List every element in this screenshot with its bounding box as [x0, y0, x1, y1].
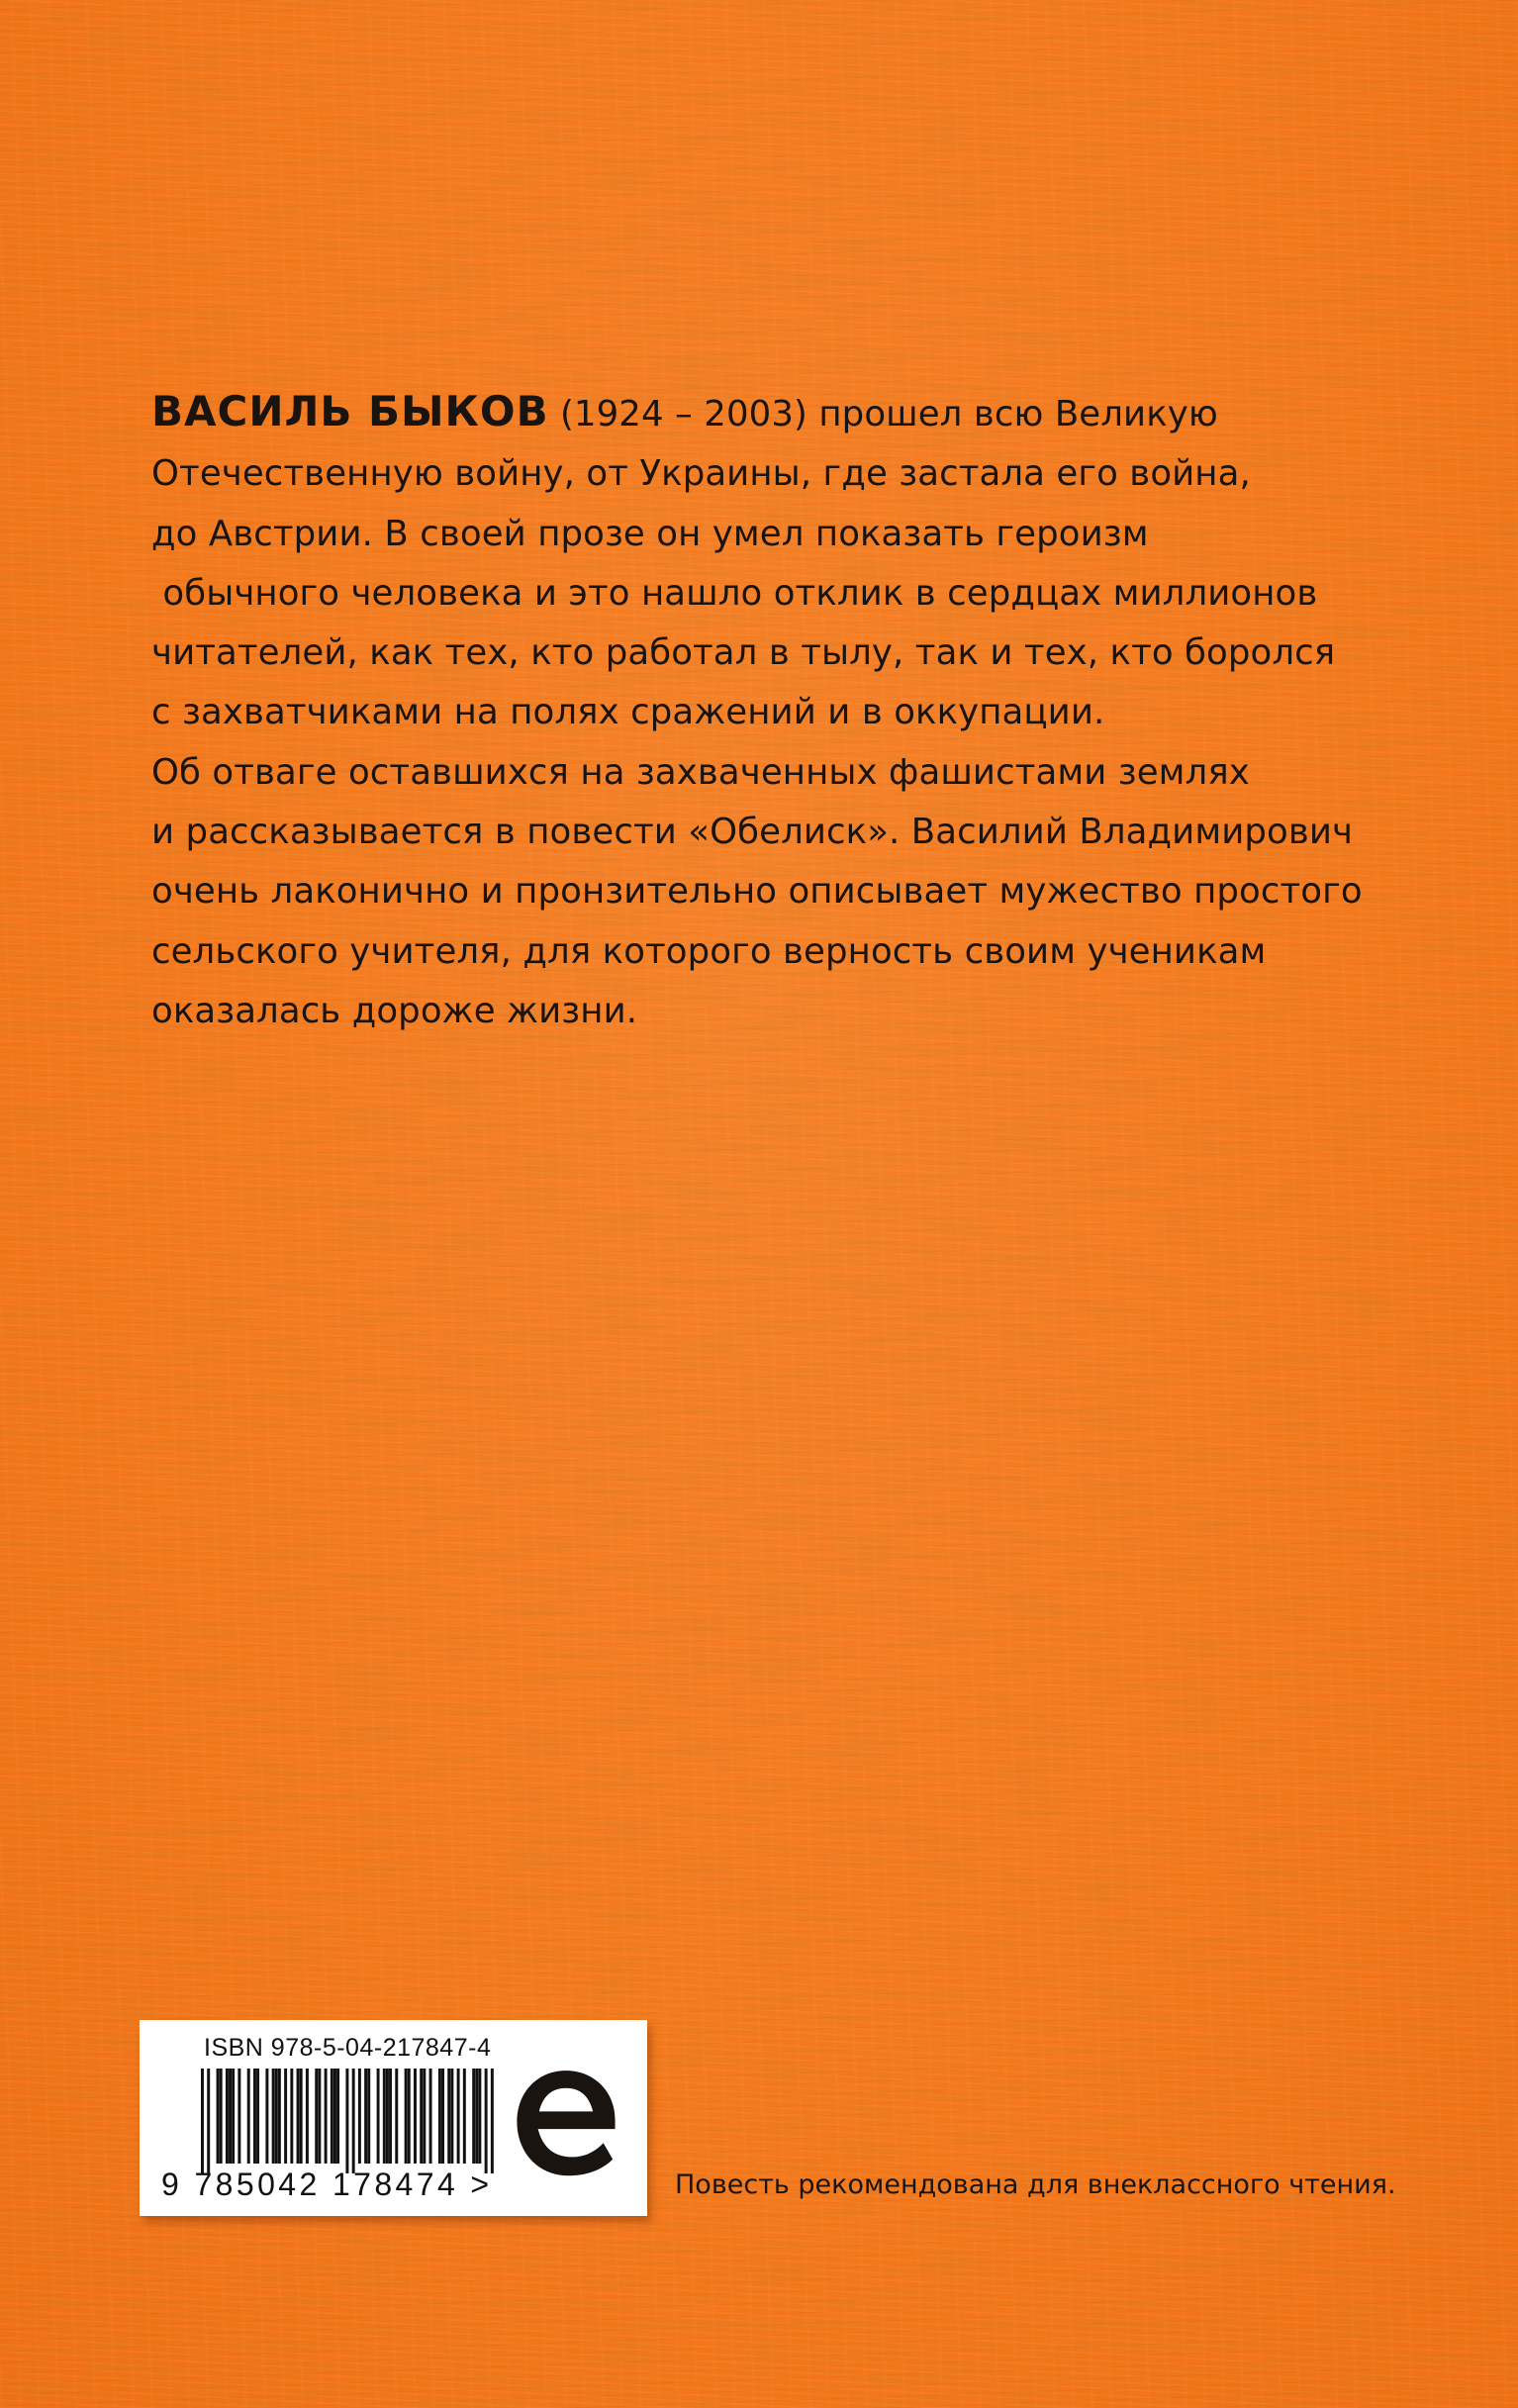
- barcode-bar: [472, 2069, 475, 2164]
- isbn-number: ISBN 978-5-04-217847-4: [204, 2034, 492, 2062]
- isbn-label: [140, 2020, 647, 2216]
- barcode-bar: [275, 2069, 278, 2164]
- barcode-bar: [318, 2069, 321, 2164]
- barcode: [201, 2069, 494, 2173]
- barcode-bar: [450, 2069, 453, 2164]
- barcode-bar: [345, 2069, 348, 2173]
- barcode-bar: [429, 2069, 432, 2164]
- barcode-bar: [358, 2069, 361, 2164]
- barcode-bar: [272, 2069, 275, 2164]
- barcode-bar: [414, 2069, 417, 2164]
- description-line-7: Об отваге оставшихся на захваченных фашистами землях: [151, 751, 1250, 793]
- barcode-bar: [256, 2069, 259, 2164]
- barcode-bar: [420, 2069, 423, 2164]
- description-line-9: очень лаконично и пронзительно описывает мужество простого: [151, 871, 1363, 913]
- barcode-bar: [478, 2069, 481, 2164]
- book-description: [151, 382, 1388, 1041]
- description-line-1: [151, 382, 1388, 444]
- barcode-bar: [201, 2069, 204, 2173]
- barcode-bar: [336, 2069, 339, 2164]
- barcode-bar: [253, 2069, 256, 2164]
- barcode-bar: [377, 2069, 380, 2164]
- barcode-bar: [331, 2069, 333, 2164]
- barcode-bar: [290, 2069, 293, 2164]
- barcode-bar: [364, 2069, 367, 2164]
- recommendation-note: Повесть рекомендована для внеклассного чтения.: [675, 2169, 1396, 2200]
- barcode-bar: [232, 2069, 235, 2164]
- barcode-bar: [438, 2069, 441, 2164]
- barcode-bar: [229, 2069, 232, 2164]
- barcode-bar: [447, 2069, 450, 2164]
- barcode-bar: [441, 2069, 444, 2164]
- barcode-bar: [475, 2069, 478, 2164]
- barcode-bar: [383, 2069, 386, 2164]
- barcode-bar: [217, 2069, 220, 2164]
- barcode-bar: [226, 2069, 229, 2164]
- description-line-1-text: (1924 – 2003) прошел всю Великую: [548, 394, 1218, 434]
- barcode-bar: [297, 2069, 300, 2164]
- barcode-bar: [300, 2069, 303, 2164]
- author-name: ВАСИЛЬ БЫКОВ: [151, 387, 549, 435]
- barcode-bar: [333, 2069, 336, 2164]
- barcode-bar: [352, 2069, 355, 2173]
- barcode-bar: [278, 2069, 281, 2164]
- description-line-11: оказалась дороже жизни.: [151, 990, 638, 1031]
- barcode-bar: [220, 2069, 223, 2164]
- barcode-bar: [207, 2069, 210, 2173]
- barcode-bar: [265, 2069, 268, 2164]
- barcode-bar: [306, 2069, 309, 2164]
- barcode-bar: [395, 2069, 398, 2164]
- description-line-8: и рассказывается в повести «Обелиск». Василий Владимирович: [151, 812, 1354, 853]
- barcode-bar: [405, 2069, 408, 2164]
- description-line-4: обычного человека и это нашло отклик в сердцах миллионов: [151, 572, 1318, 614]
- description-line-6: с захватчиками на полях сражений и в оккупации.: [151, 692, 1105, 733]
- description-line-3: до Австрии. В своей прозе он умел показать героизм: [151, 513, 1149, 554]
- barcode-bar: [367, 2069, 370, 2164]
- barcode-bar: [389, 2069, 392, 2164]
- barcode-bar: [315, 2069, 318, 2164]
- barcode-bar: [325, 2069, 328, 2164]
- description-line-5: читателей, как тех, кто работал в тылу, так и тех, кто боролся: [151, 632, 1336, 674]
- barcode-bar: [237, 2069, 240, 2164]
- barcode-digits: 9 785042 178474 >: [161, 2167, 493, 2202]
- eksmo-logo-icon: [508, 2064, 624, 2180]
- barcode-bar: [408, 2069, 411, 2164]
- barcode-bar: [386, 2069, 389, 2164]
- barcode-bar: [247, 2069, 250, 2164]
- barcode-bar: [491, 2069, 494, 2173]
- barcode-bar: [284, 2069, 287, 2164]
- description-line-10: сельского учителя, для которого верность своим ученикам: [151, 930, 1267, 972]
- barcode-bar: [463, 2069, 466, 2164]
- barcode-bar: [457, 2069, 460, 2164]
- barcode-bar: [423, 2069, 426, 2164]
- barcode-bar: [485, 2069, 488, 2173]
- description-line-2: Отечественную войну, от Украины, где застала его война,: [151, 453, 1251, 495]
